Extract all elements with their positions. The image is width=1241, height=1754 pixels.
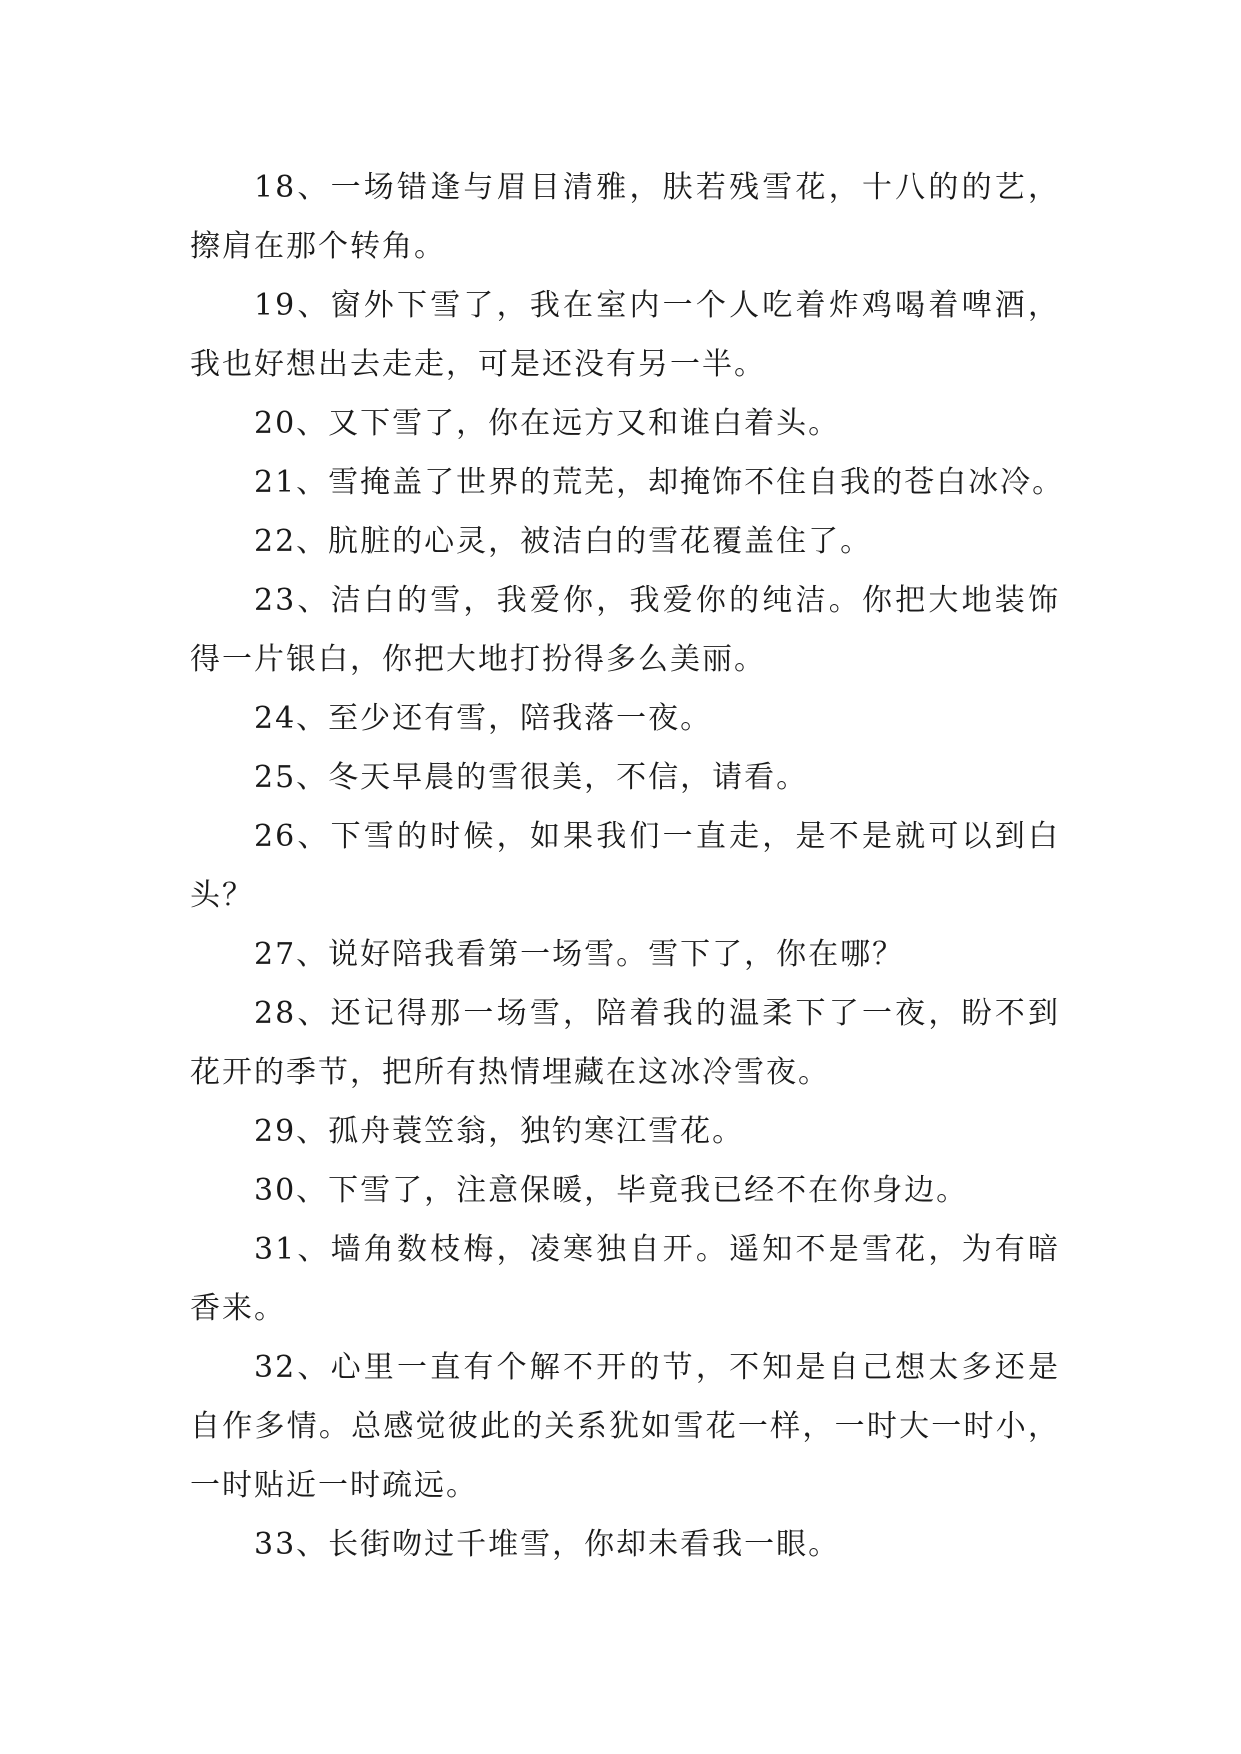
- paragraph-25: [190, 748, 1060, 807]
- paragraph-line: 22、肮脏的心灵，被洁白的雪花覆盖住了。: [254, 524, 873, 559]
- paragraph-31: [190, 1220, 1060, 1338]
- paragraph-line: 自作多情。总感觉彼此的关系犹如雪花一样，一时大一时小，: [190, 1409, 1060, 1444]
- paragraph-line: 头？: [190, 878, 254, 913]
- paragraph-29: [190, 1102, 1060, 1161]
- paragraph-line: 24、至少还有雪，陪我落一夜。: [254, 701, 713, 736]
- paragraph-19: [190, 276, 1060, 394]
- paragraph-line: 花开的季节，把所有热情埋藏在这冰冷雪夜。: [190, 1055, 830, 1090]
- paragraph-line: 21、雪掩盖了世界的荒芜，却掩饰不住自我的苍白冰冷。: [254, 465, 1065, 500]
- paragraph-line: 得一片银白，你把大地打扮得多么美丽。: [190, 642, 766, 677]
- paragraph-line: 擦肩在那个转角。: [190, 229, 446, 264]
- paragraph-33: [190, 1515, 1060, 1574]
- paragraph-line: 25、冬天早晨的雪很美，不信，请看。: [254, 760, 809, 795]
- document-body: [190, 158, 1065, 1574]
- paragraph-30: [190, 1161, 1060, 1220]
- paragraph-line: 19、窗外下雪了，我在室内一个人吃着炸鸡喝着啤酒，: [254, 288, 1060, 323]
- paragraph-line: 28、还记得那一场雪，陪着我的温柔下了一夜，盼不到: [254, 996, 1060, 1031]
- paragraph-22: [190, 512, 1060, 571]
- paragraph-line: 20、又下雪了，你在远方又和谁白着头。: [254, 406, 841, 441]
- paragraph-18: [190, 158, 1060, 276]
- paragraph-line: 29、孤舟蓑笠翁，独钓寒江雪花。: [254, 1114, 745, 1149]
- paragraph-line: 33、长街吻过千堆雪，你却未看我一眼。: [254, 1527, 841, 1562]
- paragraph-line: 23、洁白的雪，我爱你，我爱你的纯洁。你把大地装饰: [254, 583, 1060, 618]
- paragraph-20: [190, 394, 1060, 453]
- paragraph-line: 香来。: [190, 1291, 286, 1326]
- paragraph-line: 18、一场错逢与眉目清雅，肤若残雪花，十八的的艺，: [254, 170, 1060, 205]
- paragraph-line: 30、下雪了，注意保暖，毕竟我已经不在你身边。: [254, 1173, 969, 1208]
- paragraph-28: [190, 984, 1060, 1102]
- paragraph-line: 32、心里一直有个解不开的节，不知是自己想太多还是: [254, 1350, 1060, 1385]
- paragraph-24: [190, 689, 1060, 748]
- paragraph-line: 26、下雪的时候，如果我们一直走，是不是就可以到白: [254, 819, 1060, 854]
- paragraph-27: [190, 925, 1060, 984]
- paragraph-32: [190, 1338, 1060, 1515]
- paragraph-21: [190, 453, 1065, 512]
- paragraph-23: [190, 571, 1060, 689]
- paragraph-line: 27、说好陪我看第一场雪。雪下了，你在哪？: [254, 937, 905, 972]
- paragraph-26: [190, 807, 1060, 925]
- paragraph-line: 我也好想出去走走，可是还没有另一半。: [190, 347, 766, 382]
- paragraph-line: 31、墙角数枝梅，凌寒独自开。遥知不是雪花，为有暗: [254, 1232, 1060, 1267]
- paragraph-line: 一时贴近一时疏远。: [190, 1468, 478, 1503]
